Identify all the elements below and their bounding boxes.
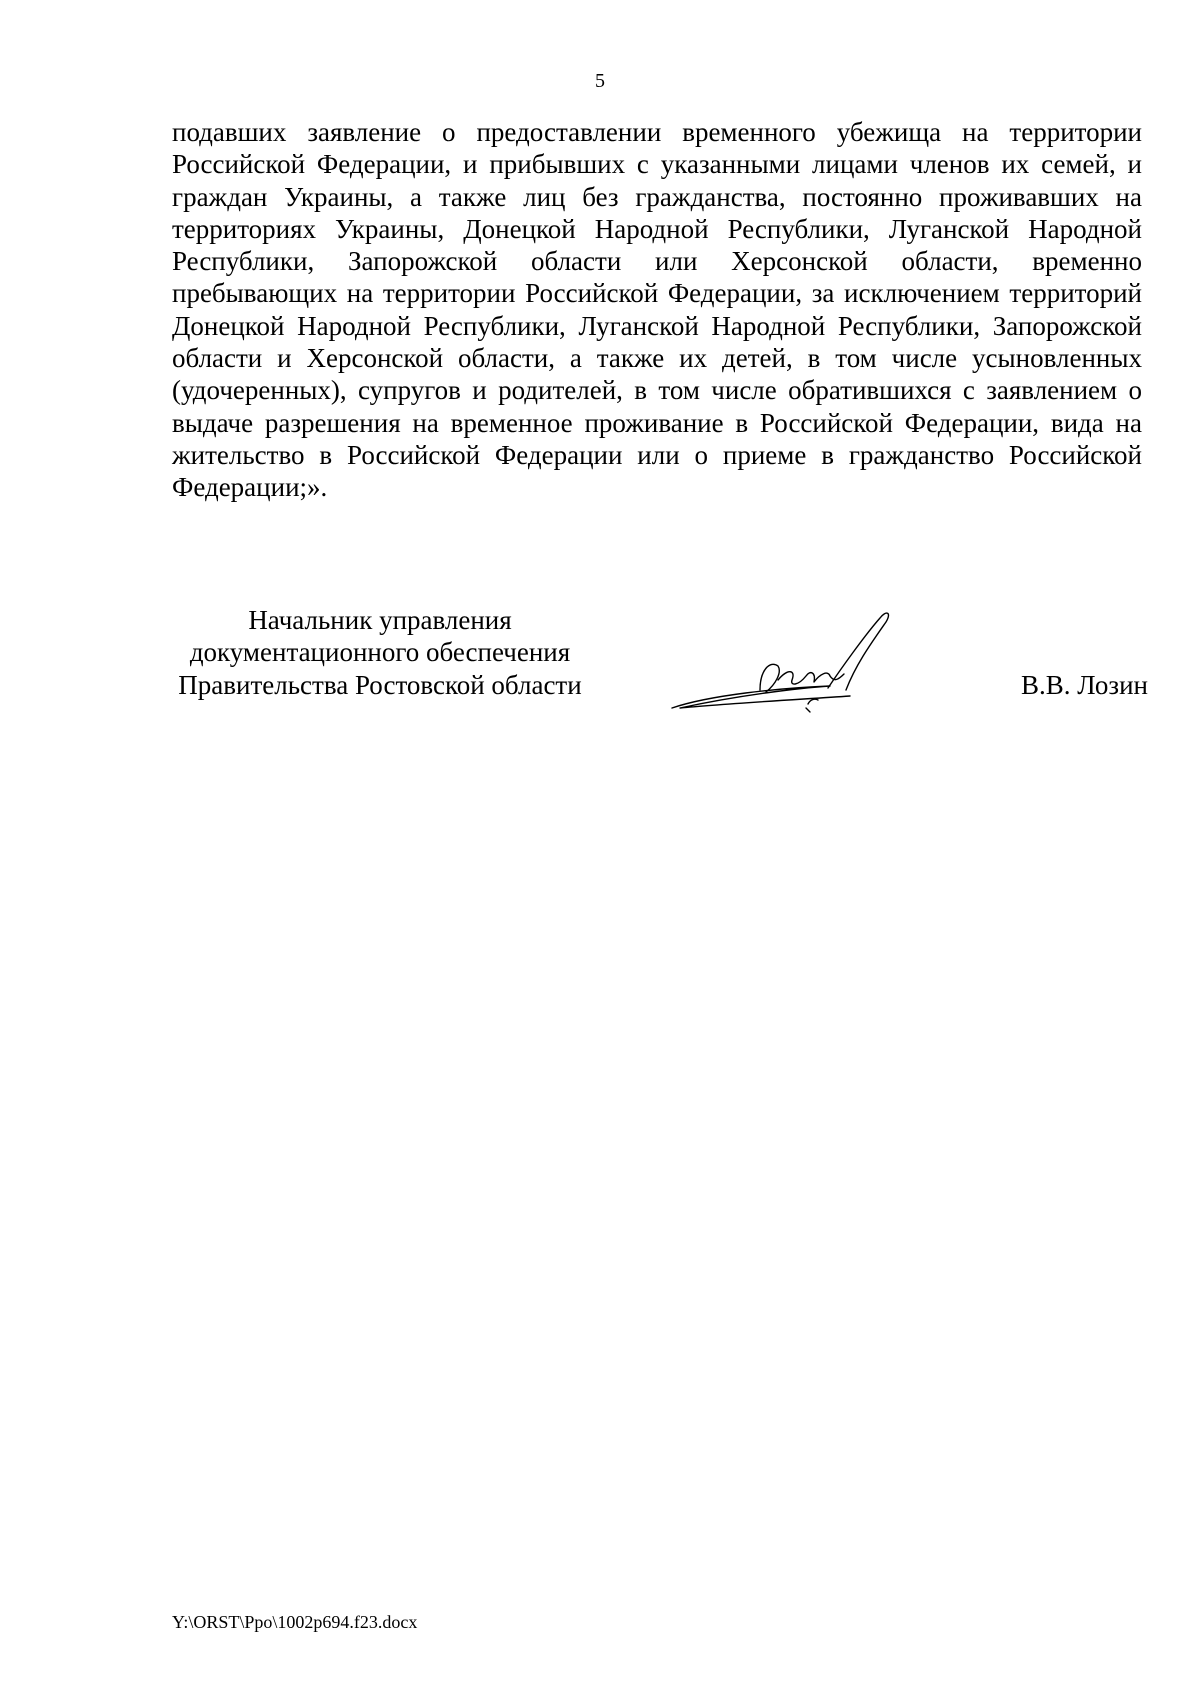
- file-path: Y:\ORST\Ppo\1002p694.f23.docx: [172, 1612, 418, 1632]
- signer-title-line-1: Начальник управления: [248, 605, 512, 635]
- page-number: 5: [595, 70, 605, 92]
- handwritten-signature-icon: [660, 600, 940, 730]
- signer-title-line-3: Правительства Ростовской области: [178, 669, 582, 700]
- body-paragraph: подавших заявление о предоставлении временного убежища на территории Российской Федерации, и прибывших с указанными лицами членов их семей, и граждан Украины, а также лиц без гражданства, постоянно проживавших на территориях Украины, Донецкой Народной Республики, Луганской Народной Республики, Запорожской области или Херсонской области, временно пребывающих на территории Российской Федерации, за исключением территорий Донецкой Народной Республики, Луганской Народной Республики, Запорожской области и Херсонской области, а также их детей, в том числе усыновленных (удочеренных), супругов и родителей, в том числе обратившихся с заявлением о выдаче разрешения на временное проживание в Российской Федерации, вида на жительство в Российской Федерации или о приеме в гражданство Российской Федерации;».: [172, 117, 1142, 503]
- signer-title-line-2: документационного обеспечения: [189, 637, 571, 668]
- signer-name: В.В. Лозин: [1021, 670, 1148, 700]
- signer-title: [160, 604, 600, 701]
